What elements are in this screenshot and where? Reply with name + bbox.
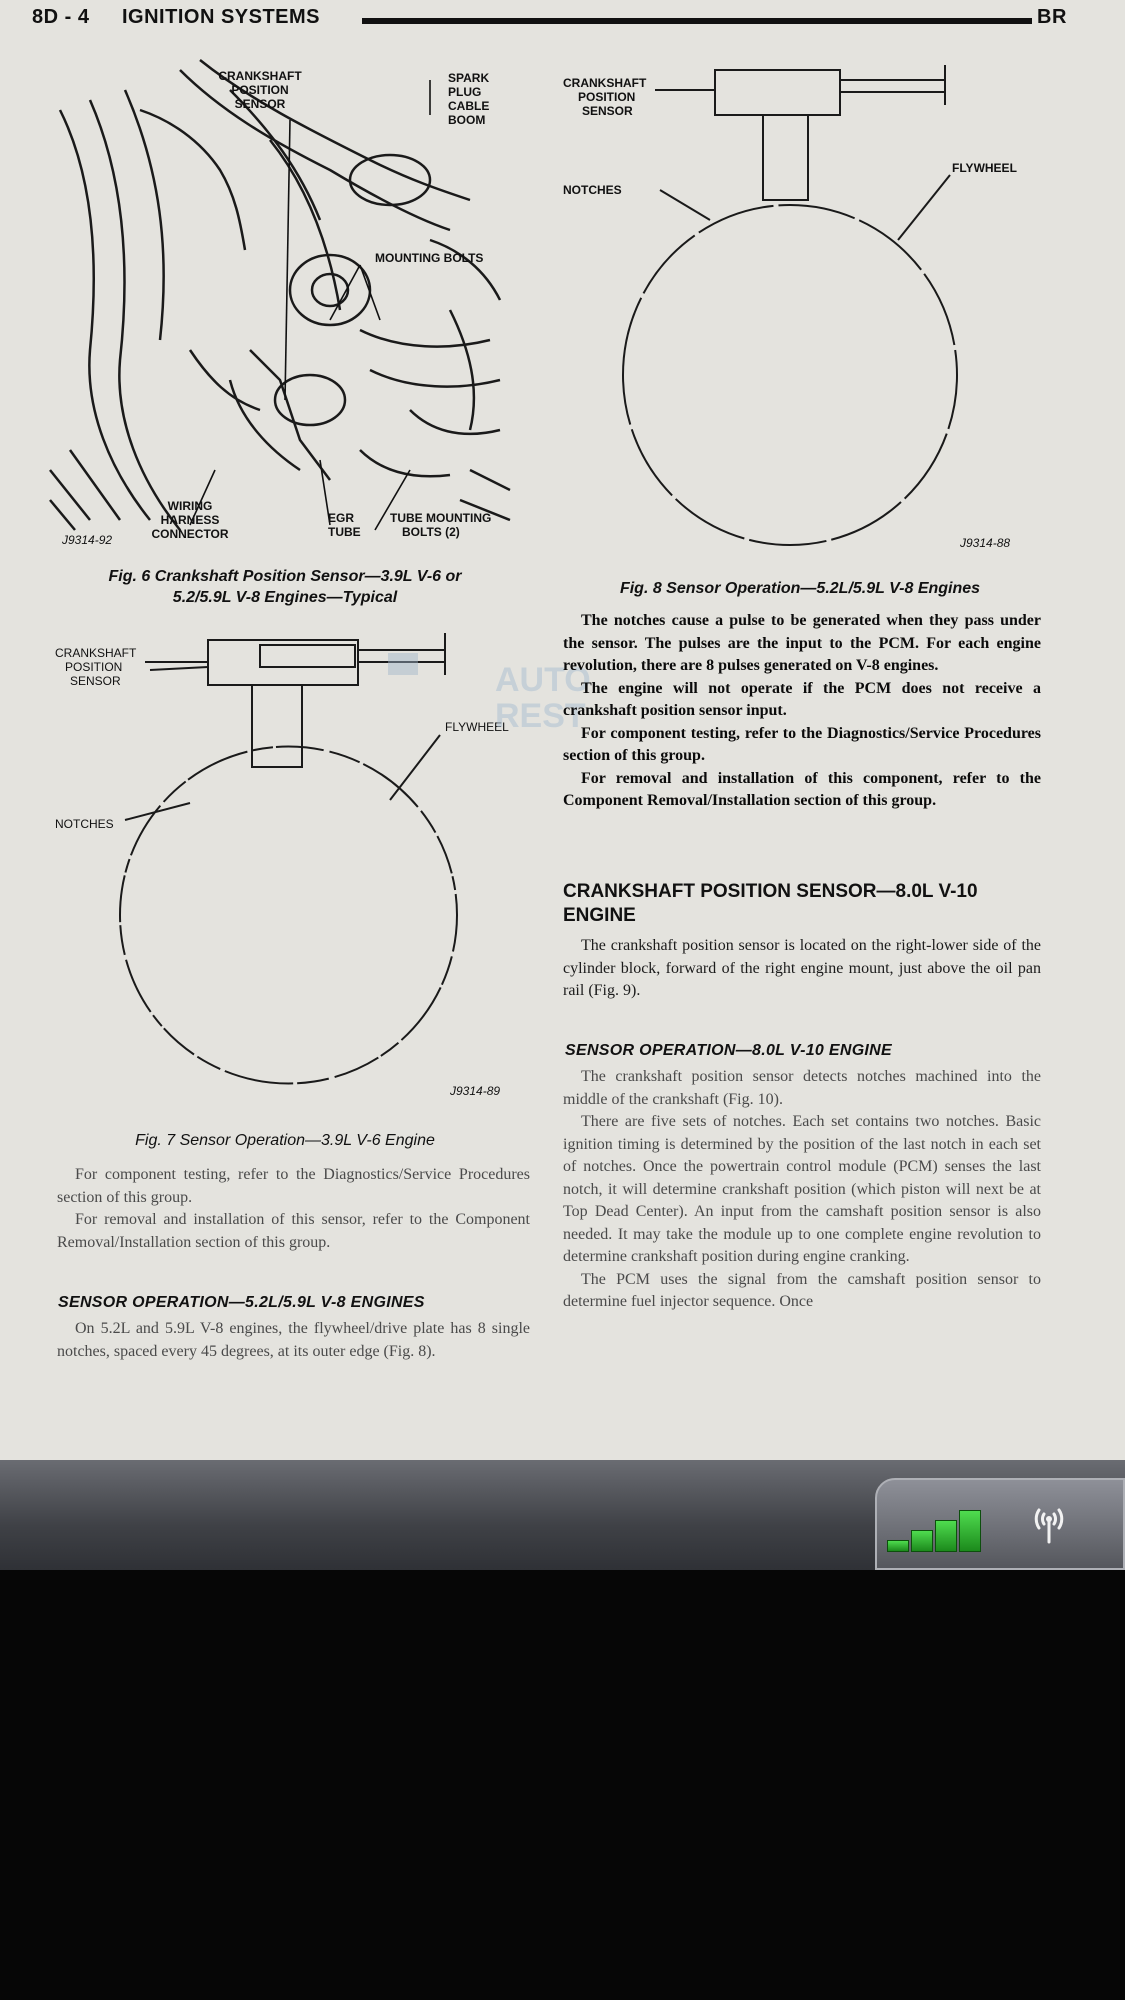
signal-bar	[887, 1540, 909, 1552]
header-rule	[362, 18, 1032, 24]
right-subheading: SENSOR OPERATION—8.0L V-10 ENGINE	[565, 1042, 893, 1059]
page-number: 8D - 4	[32, 6, 90, 28]
fig6-engine-illustration	[30, 50, 530, 560]
fig8-label-flywheel: FLYWHEEL	[952, 161, 1017, 175]
fig6-label-egr-1: EGR	[328, 511, 355, 525]
fig6-label-boom-1: SPARK	[448, 71, 490, 85]
fig6-label-harness-3: CONNECTOR	[151, 527, 229, 541]
fig7-label-sensor-1: CRANKSHAFT	[55, 646, 137, 660]
fig6-label-boom-2: PLUG	[448, 85, 482, 99]
left-text-block-2	[57, 1318, 530, 1363]
right-p6: The crankshaft position sensor detects notches machined into the middle of the crankshaft (Fig. 10).	[563, 1068, 1041, 1108]
fig6-label-tube-bolts-2: BOLTS (2)	[402, 525, 460, 539]
section-title: IGNITION SYSTEMS	[122, 6, 321, 28]
right-p5: The crankshaft position sensor is located on the right-lower side of the cylinder block, forward of the right engine mount, just above the oil pan rail (Fig. 9).	[563, 937, 1041, 999]
fig6-label-boom-3: CABLE	[448, 99, 490, 113]
right-p1: The notches cause a pulse to be generated when they pass under the sensor. The pulses are the input to the PCM. For each engine revolution, there are 8 pulses generated on V-8 engines.	[563, 612, 1041, 674]
left-subheading: SENSOR OPERATION—5.2L/5.9L V-8 ENGINES	[58, 1294, 425, 1311]
right-p2: The engine will not operate if the PCM does not receive a crankshaft position sensor input.	[563, 679, 1041, 719]
right-p3: For component testing, refer to the Diagnostics/Service Procedures section of this group.	[563, 724, 1041, 764]
fig7-flywheel-diagram	[45, 625, 535, 1120]
right-p4: For removal and installation of this component, refer to the Component Removal/Installation section of this group.	[563, 769, 1041, 809]
fig7-label-flywheel: FLYWHEEL	[445, 720, 509, 734]
taskbar	[0, 1460, 1125, 1570]
fig6-label-mounting-bolts: MOUNTING BOLTS	[375, 251, 484, 265]
fig6-label-harness-1: WIRING	[167, 499, 213, 513]
right-text-block	[563, 610, 1041, 813]
fig7-id: J9314-89	[450, 1084, 501, 1098]
fig8-label-sensor-2: POSITION	[578, 90, 636, 104]
right-heading: CRANKSHAFT POSITION SENSOR—8.0L V-10 ENGINE	[563, 881, 978, 926]
wireless-icon[interactable]	[1025, 1502, 1073, 1546]
header-tag: BR	[1037, 6, 1067, 28]
signal-bar	[959, 1510, 981, 1552]
left-p1: For component testing, refer to the Diagnostics/Service Procedures section of this group.	[57, 1166, 530, 1206]
fig8-id: J9314-88	[960, 536, 1011, 550]
fig7-label-notches: NOTCHES	[55, 817, 114, 831]
fig6-caption-line2: 5.2/5.9L V-8 Engines—Typical	[172, 589, 398, 606]
fig6-label-harness-2: HARNESS	[160, 513, 220, 527]
watermark: AUTO REST	[495, 661, 591, 735]
fig8-flywheel-diagram	[560, 60, 1050, 560]
fig6-label-egr-2: TUBE	[328, 525, 361, 539]
right-p7: There are five sets of notches. Each set contains two notches. Basic ignition timing is determined by the position of the last notch in each set of notches. Once the powertrain control module (PCM) senses the last notch, it will determine crankshaft position (which piston will next be at Top Dead Center). An input from the camshaft position sensor is also needed. It may take the module up to one complete engine revolution to determine crankshaft position during engine cranking.	[563, 1113, 1041, 1265]
signal-bar	[911, 1530, 933, 1552]
fig8-label-sensor-1: CRANKSHAFT	[563, 76, 647, 90]
signal-strength-icon[interactable]	[877, 1480, 997, 1572]
fig6-caption	[45, 566, 525, 608]
left-p3: On 5.2L and 5.9L V-8 engines, the flywheel/drive plate has 8 single notches, spaced every 45 degrees, at its outer edge (Fig. 8).	[57, 1320, 530, 1360]
fig7-label-sensor-2: POSITION	[65, 660, 123, 674]
signal-bar	[935, 1520, 957, 1552]
right-text-block-2	[563, 935, 1041, 1003]
left-text-block	[57, 1164, 530, 1254]
fig6-id: J9314-92	[62, 533, 113, 547]
left-p2: For removal and installation of this sensor, refer to the Component Removal/Installation section of this group.	[57, 1211, 530, 1251]
fig6-label-tube-bolts-1: TUBE MOUNTING	[390, 511, 492, 525]
fig7-label-sensor-3: SENSOR	[70, 674, 121, 688]
fig6-label-sensor-1: CRANKSHAFT	[218, 69, 302, 83]
fig6-label-sensor-3: SENSOR	[234, 97, 286, 111]
fig8-label-notches: NOTCHES	[563, 183, 622, 197]
right-text-block-3	[563, 1066, 1041, 1314]
fig8-caption: Fig. 8 Sensor Operation—5.2L/5.9L V-8 Engines	[619, 580, 981, 597]
fig7-caption: Fig. 7 Sensor Operation—3.9L V-6 Engine	[135, 1132, 435, 1149]
fig6-caption-line1: Fig. 6 Crankshaft Position Sensor—3.9L V-6 or	[108, 568, 462, 585]
fig6-label-boom-4: BOOM	[448, 113, 486, 127]
right-p8: The PCM uses the signal from the camshaft position sensor to determine fuel injector sequence. Once	[563, 1270, 1041, 1310]
fig8-label-sensor-3: SENSOR	[582, 104, 633, 118]
fig6-label-sensor-2: POSITION	[231, 83, 289, 97]
system-tray	[875, 1478, 1125, 1570]
